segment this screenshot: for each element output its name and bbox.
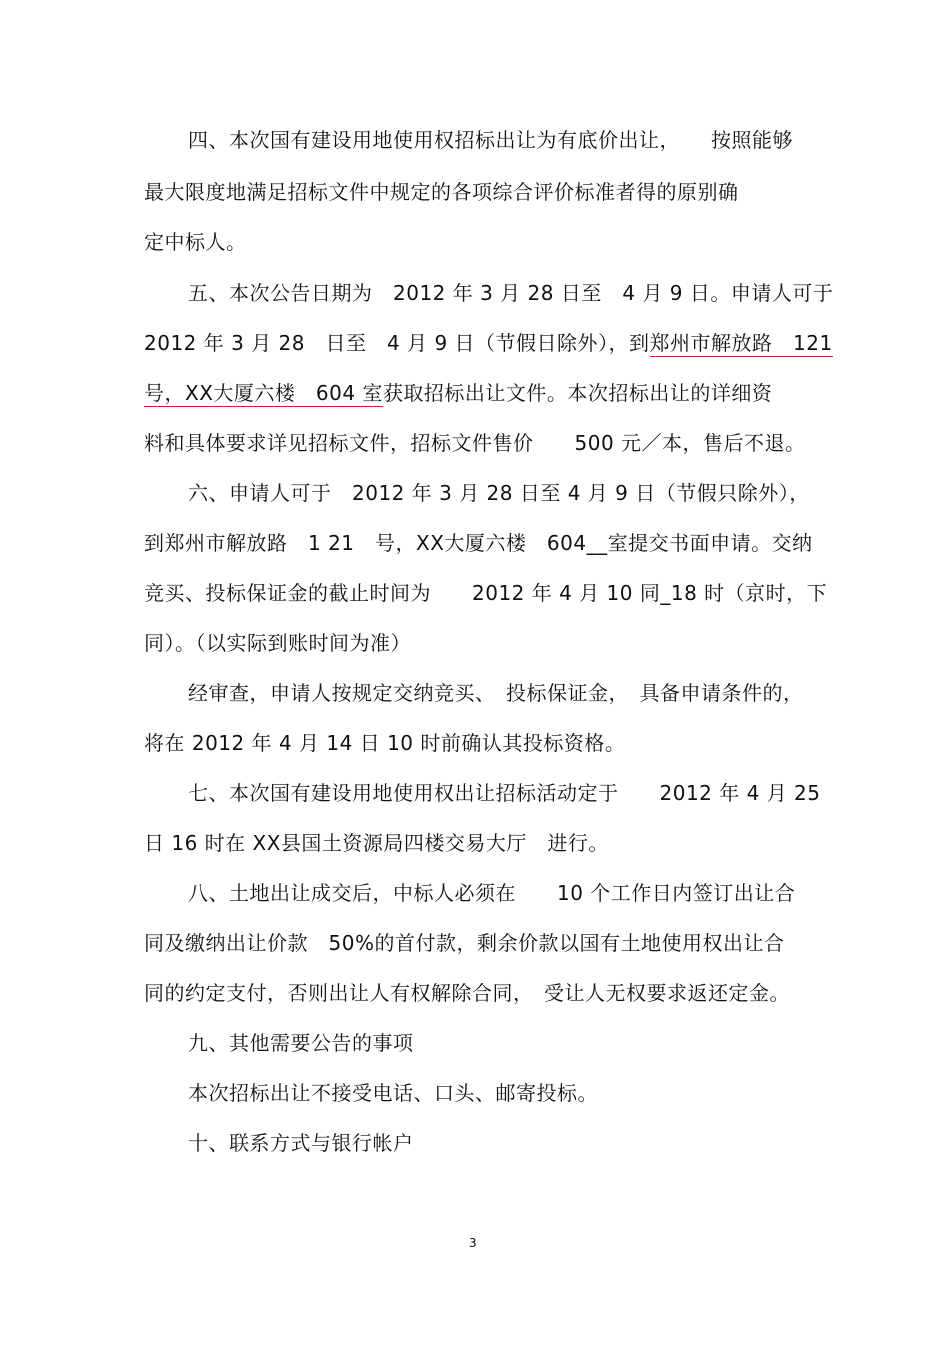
paragraph-5-line-3 — [144, 381, 772, 405]
paragraph-8-line-1: 八、土地出让成交后，中标人必须在 10 个工作日内签订出让合 — [188, 881, 796, 905]
paragraph-8-line-2: 同及缴纳出让价款 50%的首付款，剩余价款以国有土地使用权出让合 — [144, 931, 785, 955]
paragraph-8-line-3: 同的约定支付，否则出让人有权解除合同， 受让人无权要求返还定金。 — [144, 981, 790, 1005]
paragraph-5-line-1: 五、本次公告日期为 2012 年 3 月 28 日至 4 月 9 日。申请人可于 — [188, 281, 834, 305]
address-highlight-1: 郑州市解放路 121 — [649, 331, 833, 355]
paragraph-4-line-1: 四、本次国有建设用地使用权招标出让为有底价出让， 按照能够 — [188, 128, 793, 152]
paragraph-9-heading: 九、其他需要公告的事项 — [188, 1031, 414, 1055]
review-line-2: 将在 2012 年 4 月 14 日 10 时前确认其投标资格。 — [144, 731, 626, 755]
page-number: 3 — [469, 1236, 477, 1250]
paragraph-4-line-2: 最大限度地满足招标文件中规定的各项综合评价标准者得的原别确 — [144, 180, 739, 204]
paragraph-6-line-1: 六、申请人可于 2012 年 3 月 28 日至 4 月 9 日（节假只除外）， — [188, 481, 810, 505]
review-line-1: 经审查，申请人按规定交纳竞买、 投标保证金， 具备申请条件的， — [188, 681, 804, 705]
paragraph-9-body: 本次招标出让不接受电话、口头、邮寄投标。 — [188, 1081, 598, 1105]
paragraph-5-line-3-text: 获取招标出让文件。本次招标出让的详细资 — [382, 381, 773, 405]
paragraph-6-line-3: 竞买、投标保证金的截止时间为 2012 年 4 月 10 同_18 时（京时，下 — [144, 581, 828, 605]
paragraph-5-line-2-text: 2012 年 3 月 28 日至 4 月 9 日（节假日除外），到 — [144, 331, 650, 355]
paragraph-6-line-2: 到郑州市解放路 1 21 号，XX大厦六楼 604__室提交书面申请。交纳 — [144, 531, 813, 555]
paragraph-4-line-3: 定中标人。 — [144, 230, 247, 254]
paragraph-7-line-2: 日 16 时在 XX县国土资源局四楼交易大厅 进行。 — [144, 831, 609, 855]
address-highlight-2: 号，XX大厦六楼 604 室 — [144, 381, 383, 405]
paragraph-10-heading: 十、联系方式与银行帐户 — [188, 1131, 414, 1155]
paragraph-5-line-4: 料和具体要求详见招标文件，招标文件售价 500 元／本，售后不退。 — [144, 431, 806, 455]
paragraph-5-line-2 — [144, 331, 833, 355]
paragraph-7-line-1: 七、本次国有建设用地使用权出让招标活动定于 2012 年 4 月 25 — [188, 781, 821, 805]
paragraph-6-line-4: 同）。（以实际到账时间为准） — [144, 631, 411, 655]
